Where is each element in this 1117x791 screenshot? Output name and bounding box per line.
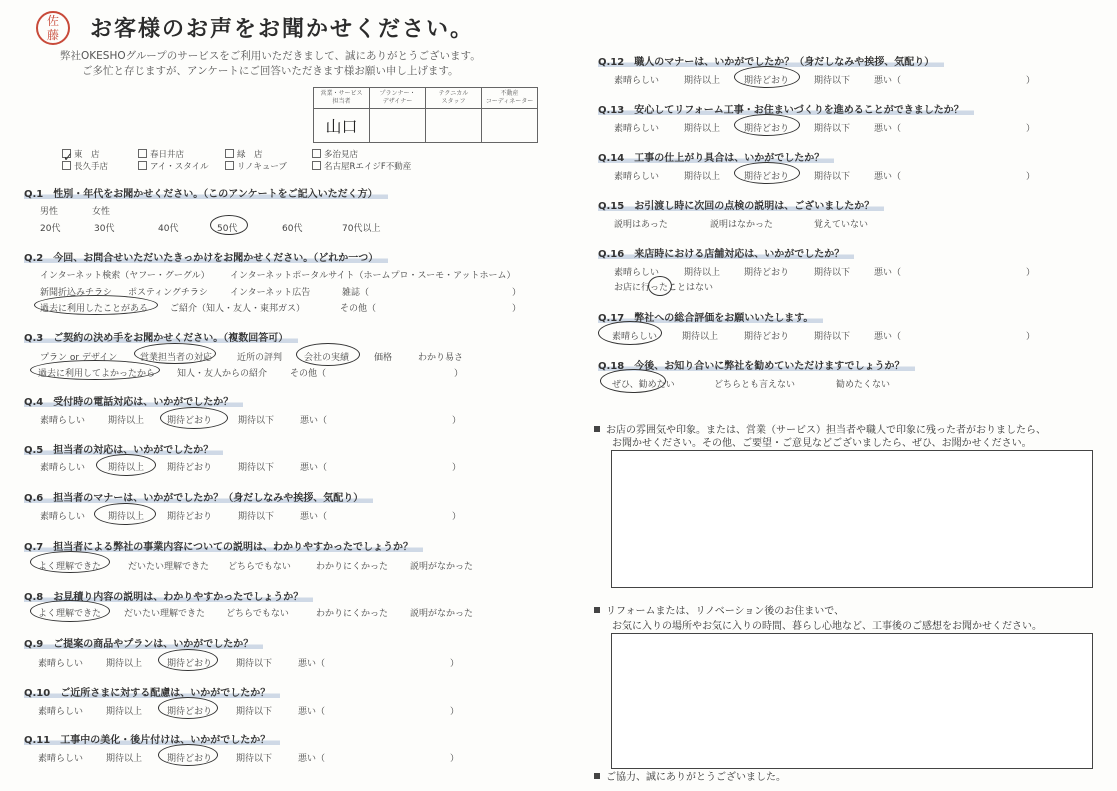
answer-option[interactable]: 悪い（ [300, 512, 328, 522]
answer-option[interactable]: 期待以下 [814, 76, 851, 86]
question-label: Q.10 ご近所さまに対する配慮は、いかがでしたか？ [24, 684, 280, 699]
checkbox[interactable] [225, 149, 234, 158]
answer-option[interactable]: 悪い（ [874, 332, 902, 342]
answer-option[interactable]: 素晴らしい [612, 332, 658, 342]
answer-option[interactable]: 期待どおり [744, 76, 790, 86]
answer-option[interactable]: 期待どおり [744, 268, 790, 278]
square-bullet-icon [594, 607, 600, 613]
page-title: お客様のお声をお聞かせください。 [90, 17, 475, 42]
intro-line: 弊社OKESHOグループのサービスをご利用いただきまして、誠にありがとうございます。 [60, 50, 481, 62]
hanko-char: 藤 [46, 28, 59, 42]
selection-circle [160, 407, 228, 429]
answer-option[interactable]: その他（ [340, 304, 377, 314]
answer-option[interactable]: わかりにくかった [316, 562, 389, 572]
answer-option[interactable]: 期待どおり [167, 659, 213, 669]
answer-option[interactable]: 悪い（ [298, 707, 326, 717]
selection-circle [158, 744, 218, 766]
selection-circle [30, 360, 160, 380]
answer-option[interactable]: 期待以下 [814, 172, 851, 182]
answer-option[interactable]: 期待以上 [108, 463, 145, 473]
answer-option[interactable]: 素晴らしい [614, 172, 660, 182]
answer-option[interactable]: よく理解できた [38, 609, 102, 619]
comment-prompt: お気に入りの場所やお気に入りの時間、暮らし心地など、工事後のご感想をお聞かせください。 [612, 621, 1042, 632]
store-check-midori[interactable]: 緑 店 [225, 148, 263, 160]
question-label: Q.7 担当者による弊社の事業内容についての説明は、わかりやすかったでしょうか？ [24, 538, 423, 553]
answer-option[interactable]: 会社の実績 [304, 353, 350, 363]
answer-option[interactable]: 40代 [158, 224, 179, 234]
question-label: Q.9 ご提案の商品やプランは、いかがでしたか？ [24, 635, 263, 650]
staff-technical-value[interactable] [426, 109, 482, 143]
answer-option[interactable]: 期待以上 [684, 124, 721, 134]
question-label: Q.6 担当者のマナーは、いかがでしたか？（身だしなみや挨拶、気配り） [24, 489, 373, 504]
selection-circle [34, 295, 158, 315]
answer-option[interactable]: よく理解できた [38, 562, 102, 572]
answer-option[interactable]: 30代 [94, 224, 115, 234]
hanko-char: 佐 [46, 14, 59, 28]
staff-planner-value[interactable] [370, 109, 426, 143]
staff-header: プランナー・ デザイナー [370, 88, 426, 109]
answer-option[interactable]: 素晴らしい [40, 463, 86, 473]
answer-option[interactable]: 期待以下 [238, 512, 275, 522]
check-mark-icon: ✓ [63, 150, 74, 164]
answer-option[interactable]: 70代以上 [342, 224, 381, 234]
answer-option[interactable]: 悪い（ [300, 416, 328, 426]
checkbox[interactable] [225, 161, 234, 170]
answer-option[interactable]: 素晴らしい [614, 76, 660, 86]
answer-option[interactable]: 20代 [40, 224, 61, 234]
footer-thanks: ご協力、誠にありがとうございました。 [594, 768, 786, 783]
answer-option[interactable]: 価格 [374, 353, 393, 363]
answer-option[interactable]: 期待以下 [814, 332, 851, 342]
answer-option[interactable]: 期待どおり [744, 332, 790, 342]
answer-option[interactable]: 素晴らしい [614, 124, 660, 134]
answer-option[interactable]: プラン or デザイン [40, 353, 118, 363]
answer-option[interactable]: インターネット検索（ヤフー・グーグル） [40, 271, 210, 281]
answer-option: ） [450, 707, 460, 717]
answer-option[interactable]: 50代 [217, 224, 238, 234]
answer-option[interactable]: 期待以上 [684, 172, 721, 182]
answer-option[interactable]: 期待以下 [236, 707, 273, 717]
selection-circle [94, 503, 156, 525]
answer-option[interactable]: 説明はあった [614, 220, 668, 230]
store-check-tajimi[interactable]: 多治見店 [312, 148, 358, 160]
question-label: Q.3 ご契約の決め手をお聞かせください。（複数回答可） [24, 329, 298, 344]
answer-option[interactable]: ご紹介（知人・友人・東邦ガス） [170, 304, 306, 314]
answer-option[interactable]: 期待以上 [684, 268, 721, 278]
staff-header: 不動産 コーディネーター [482, 88, 538, 109]
answer-option[interactable]: だいたい理解できた [128, 562, 210, 572]
store-check-istyle[interactable]: アイ・スタイル [138, 160, 209, 172]
square-bullet-icon [594, 773, 600, 779]
staff-header: テクニカル スタッフ [426, 88, 482, 109]
comment-prompt: お店の雰囲気や印象。または、営業（サービス）担当者や職人で印象に残った者がおりましたら、 [594, 421, 1046, 436]
answer-option[interactable]: 期待どおり [744, 124, 790, 134]
answer-option: ） [452, 463, 462, 473]
store-check-nagakute[interactable]: 長久手店 [62, 160, 108, 172]
answer-option: ） [452, 512, 462, 522]
comment-box-impressions[interactable] [611, 450, 1093, 588]
staff-table [313, 87, 538, 143]
answer-option[interactable]: 素晴らしい [40, 416, 86, 426]
question-label: Q.15 お引渡し時に次回の点検の説明は、ございましたか？ [598, 197, 884, 212]
intro-line: ご多忙と存じますが、アンケートにご回答いただきます様お願い申し上げます。 [82, 65, 459, 77]
answer-option[interactable]: 悪い（ [298, 754, 326, 764]
answer-option[interactable]: 悪い（ [874, 76, 902, 86]
answer-option[interactable]: 素晴らしい [38, 707, 84, 717]
selection-circle [96, 454, 156, 476]
answer-option: ） [454, 369, 464, 379]
hanko-stamp [36, 11, 70, 45]
answer-option[interactable]: 悪い（ [874, 172, 902, 182]
answer-option[interactable]: 期待以上 [106, 754, 143, 764]
answer-option[interactable]: 過去に利用してよかったから [38, 369, 156, 379]
question-label: Q.17 弊社への総合評価をお願いいたします。 [598, 309, 823, 324]
selection-circle [598, 321, 662, 345]
answer-option[interactable]: 期待以下 [814, 124, 851, 134]
checkbox[interactable] [138, 161, 147, 170]
checkbox[interactable] [312, 161, 321, 170]
question-label: Q.2 今回、お問合せいただいたきっかけをお聞かせください。（どれか一つ） [24, 249, 388, 264]
answer-option[interactable]: お店に行ったことはない [614, 283, 714, 293]
selection-circle [210, 215, 248, 235]
square-bullet-icon [594, 426, 600, 432]
answer-option[interactable]: 期待以下 [238, 416, 275, 426]
question-label: Q.8 お見積り内容の説明は、わかりやすかったでしょうか？ [24, 588, 313, 603]
staff-header: 営業・サービス 担当者 [314, 88, 370, 109]
answer-option[interactable]: 女性 [92, 207, 111, 217]
answer-option[interactable]: 期待どおり [167, 707, 213, 717]
selection-circle [600, 369, 666, 393]
answer-option[interactable]: 雑誌（ [342, 288, 370, 298]
answer-option[interactable]: 期待以上 [106, 707, 143, 717]
answer-option: ） [1026, 172, 1036, 182]
question-label: Q.12 職人のマナーは、いかがでしたか？（身だしなみや挨拶、気配り） [598, 53, 944, 68]
answer-option[interactable]: 期待以上 [106, 659, 143, 669]
question-label: Q.5 担当者の対応は、いかがでしたか？ [24, 441, 223, 456]
answer-option[interactable]: 期待以下 [238, 463, 275, 473]
selection-circle [30, 551, 110, 573]
answer-option[interactable]: 素晴らしい [38, 659, 84, 669]
question-label: Q.18 今後、お知り合いに弊社を勧めていただけますでしょうか？ [598, 357, 915, 372]
answer-option: ） [450, 754, 460, 764]
answer-option: ） [1026, 76, 1036, 86]
answer-option[interactable]: 素晴らしい [614, 268, 660, 278]
question-label: Q.4 受付時の電話対応は、いかがでしたか？ [24, 393, 243, 408]
answer-option: ） [452, 416, 462, 426]
answer-option[interactable]: 知人・友人からの紹介 [177, 369, 268, 379]
selection-circle [734, 162, 800, 184]
answer-option[interactable]: 60代 [282, 224, 303, 234]
store-check-kasugai[interactable]: 春日井店 [138, 148, 184, 160]
answer-option: ） [512, 304, 522, 314]
answer-option[interactable]: 素晴らしい [40, 512, 86, 522]
answer-option[interactable]: だいたい理解できた [124, 609, 206, 619]
comment-box-after-renovation[interactable] [611, 633, 1093, 769]
selection-circle [158, 649, 218, 671]
checkbox[interactable] [138, 149, 147, 158]
store-check-nagoya-realestate[interactable]: 名古屋RエイジF不動産 [312, 160, 411, 172]
answer-option[interactable]: 新聞折込みチラシ [40, 288, 113, 298]
answer-option[interactable]: 悪い（ [298, 659, 326, 669]
question-label: Q.13 安心してリフォーム工事・お住まいづくりを進めることができましたか？ [598, 101, 974, 116]
answer-option[interactable]: 営業担当者の対応 [140, 353, 213, 363]
answer-option[interactable]: 期待どおり [167, 512, 213, 522]
answer-option[interactable]: 悪い（ [874, 124, 902, 134]
comment-prompt: お聞かせください。その他、ご要望・ご意見などございましたら、ぜひ、お聞かせください。 [612, 438, 1032, 449]
answer-option[interactable]: 期待どおり [744, 172, 790, 182]
answer-option[interactable]: インターネットポータルサイト（ホームプロ・スーモ・アットホーム） [230, 271, 516, 281]
question-label: Q.16 来店時における店舗対応は、いかがでしたか？ [598, 245, 854, 260]
question-label: Q.1 性別・年代をお聞かせください。（このアンケートをご記入いただく方） [24, 185, 388, 200]
answer-option[interactable]: ぜひ、勧めたい [612, 380, 675, 390]
answer-option[interactable]: ポスティングチラシ [128, 288, 208, 298]
checkbox[interactable] [312, 149, 321, 158]
comment-prompt: リフォームまたは、リノベーション後のお住まいで、 [594, 602, 844, 617]
answer-option[interactable]: 期待以下 [236, 659, 273, 669]
answer-option[interactable]: その他（ [290, 369, 327, 379]
selection-circle [296, 343, 360, 366]
selection-circle [648, 276, 672, 296]
answer-option[interactable]: 期待以上 [682, 332, 719, 342]
answer-option[interactable]: 期待以下 [814, 268, 851, 278]
question-label: Q.14 工事の仕上がり具合は、いかがでしたか？ [598, 149, 834, 164]
question-label: Q.11 工事中の美化・後片付けは、いかがでしたか？ [24, 731, 280, 746]
answer-option[interactable]: 素晴らしい [38, 754, 84, 764]
answer-option[interactable]: 近所の評判 [237, 353, 283, 363]
staff-realestate-value[interactable] [482, 109, 538, 143]
selection-circle [30, 600, 110, 622]
answer-option: ） [1026, 332, 1036, 342]
staff-sales-value[interactable]: 山口 [314, 109, 370, 143]
answer-option[interactable]: わかりにくかった [316, 609, 389, 619]
answer-option[interactable]: 期待どおり [167, 754, 213, 764]
selection-circle [134, 343, 216, 364]
answer-option[interactable]: 勧めたくない [836, 380, 891, 390]
answer-option[interactable]: 期待どおり [167, 416, 213, 426]
answer-option[interactable]: 覚えていない [814, 220, 869, 230]
answer-option[interactable]: 期待以下 [236, 754, 273, 764]
answer-option: ） [1026, 268, 1036, 278]
answer-option[interactable]: どちらでもない [228, 562, 291, 572]
store-check-higashi[interactable]: 東 店 [62, 148, 100, 160]
selection-circle [734, 66, 800, 88]
store-check-renocube[interactable]: リノキューブ [225, 160, 287, 172]
answer-option[interactable]: 期待以上 [108, 512, 145, 522]
answer-option[interactable]: 悪い（ [300, 463, 328, 473]
answer-option[interactable]: インターネット広告 [230, 288, 311, 298]
answer-option[interactable]: 男性 [40, 207, 59, 217]
answer-option: ） [450, 659, 460, 669]
selection-circle [158, 697, 218, 719]
answer-option[interactable]: わかり易さ [418, 353, 464, 363]
answer-option[interactable]: 期待どおり [167, 463, 213, 473]
answer-option[interactable]: 期待以上 [108, 416, 145, 426]
answer-option[interactable]: 説明がなかった [410, 609, 474, 619]
answer-option[interactable]: どちらでもない [226, 609, 289, 619]
answer-option[interactable]: 過去に利用したことがある [40, 304, 149, 314]
answer-option[interactable]: 悪い（ [874, 268, 902, 278]
answer-option[interactable]: 説明がなかった [410, 562, 474, 572]
answer-option: ） [1026, 124, 1036, 134]
answer-option[interactable]: どちらとも言えない [714, 380, 796, 390]
answer-option[interactable]: 期待以上 [684, 76, 721, 86]
answer-option[interactable]: 説明はなかった [710, 220, 774, 230]
answer-option: ） [512, 288, 522, 298]
selection-circle [734, 114, 800, 136]
